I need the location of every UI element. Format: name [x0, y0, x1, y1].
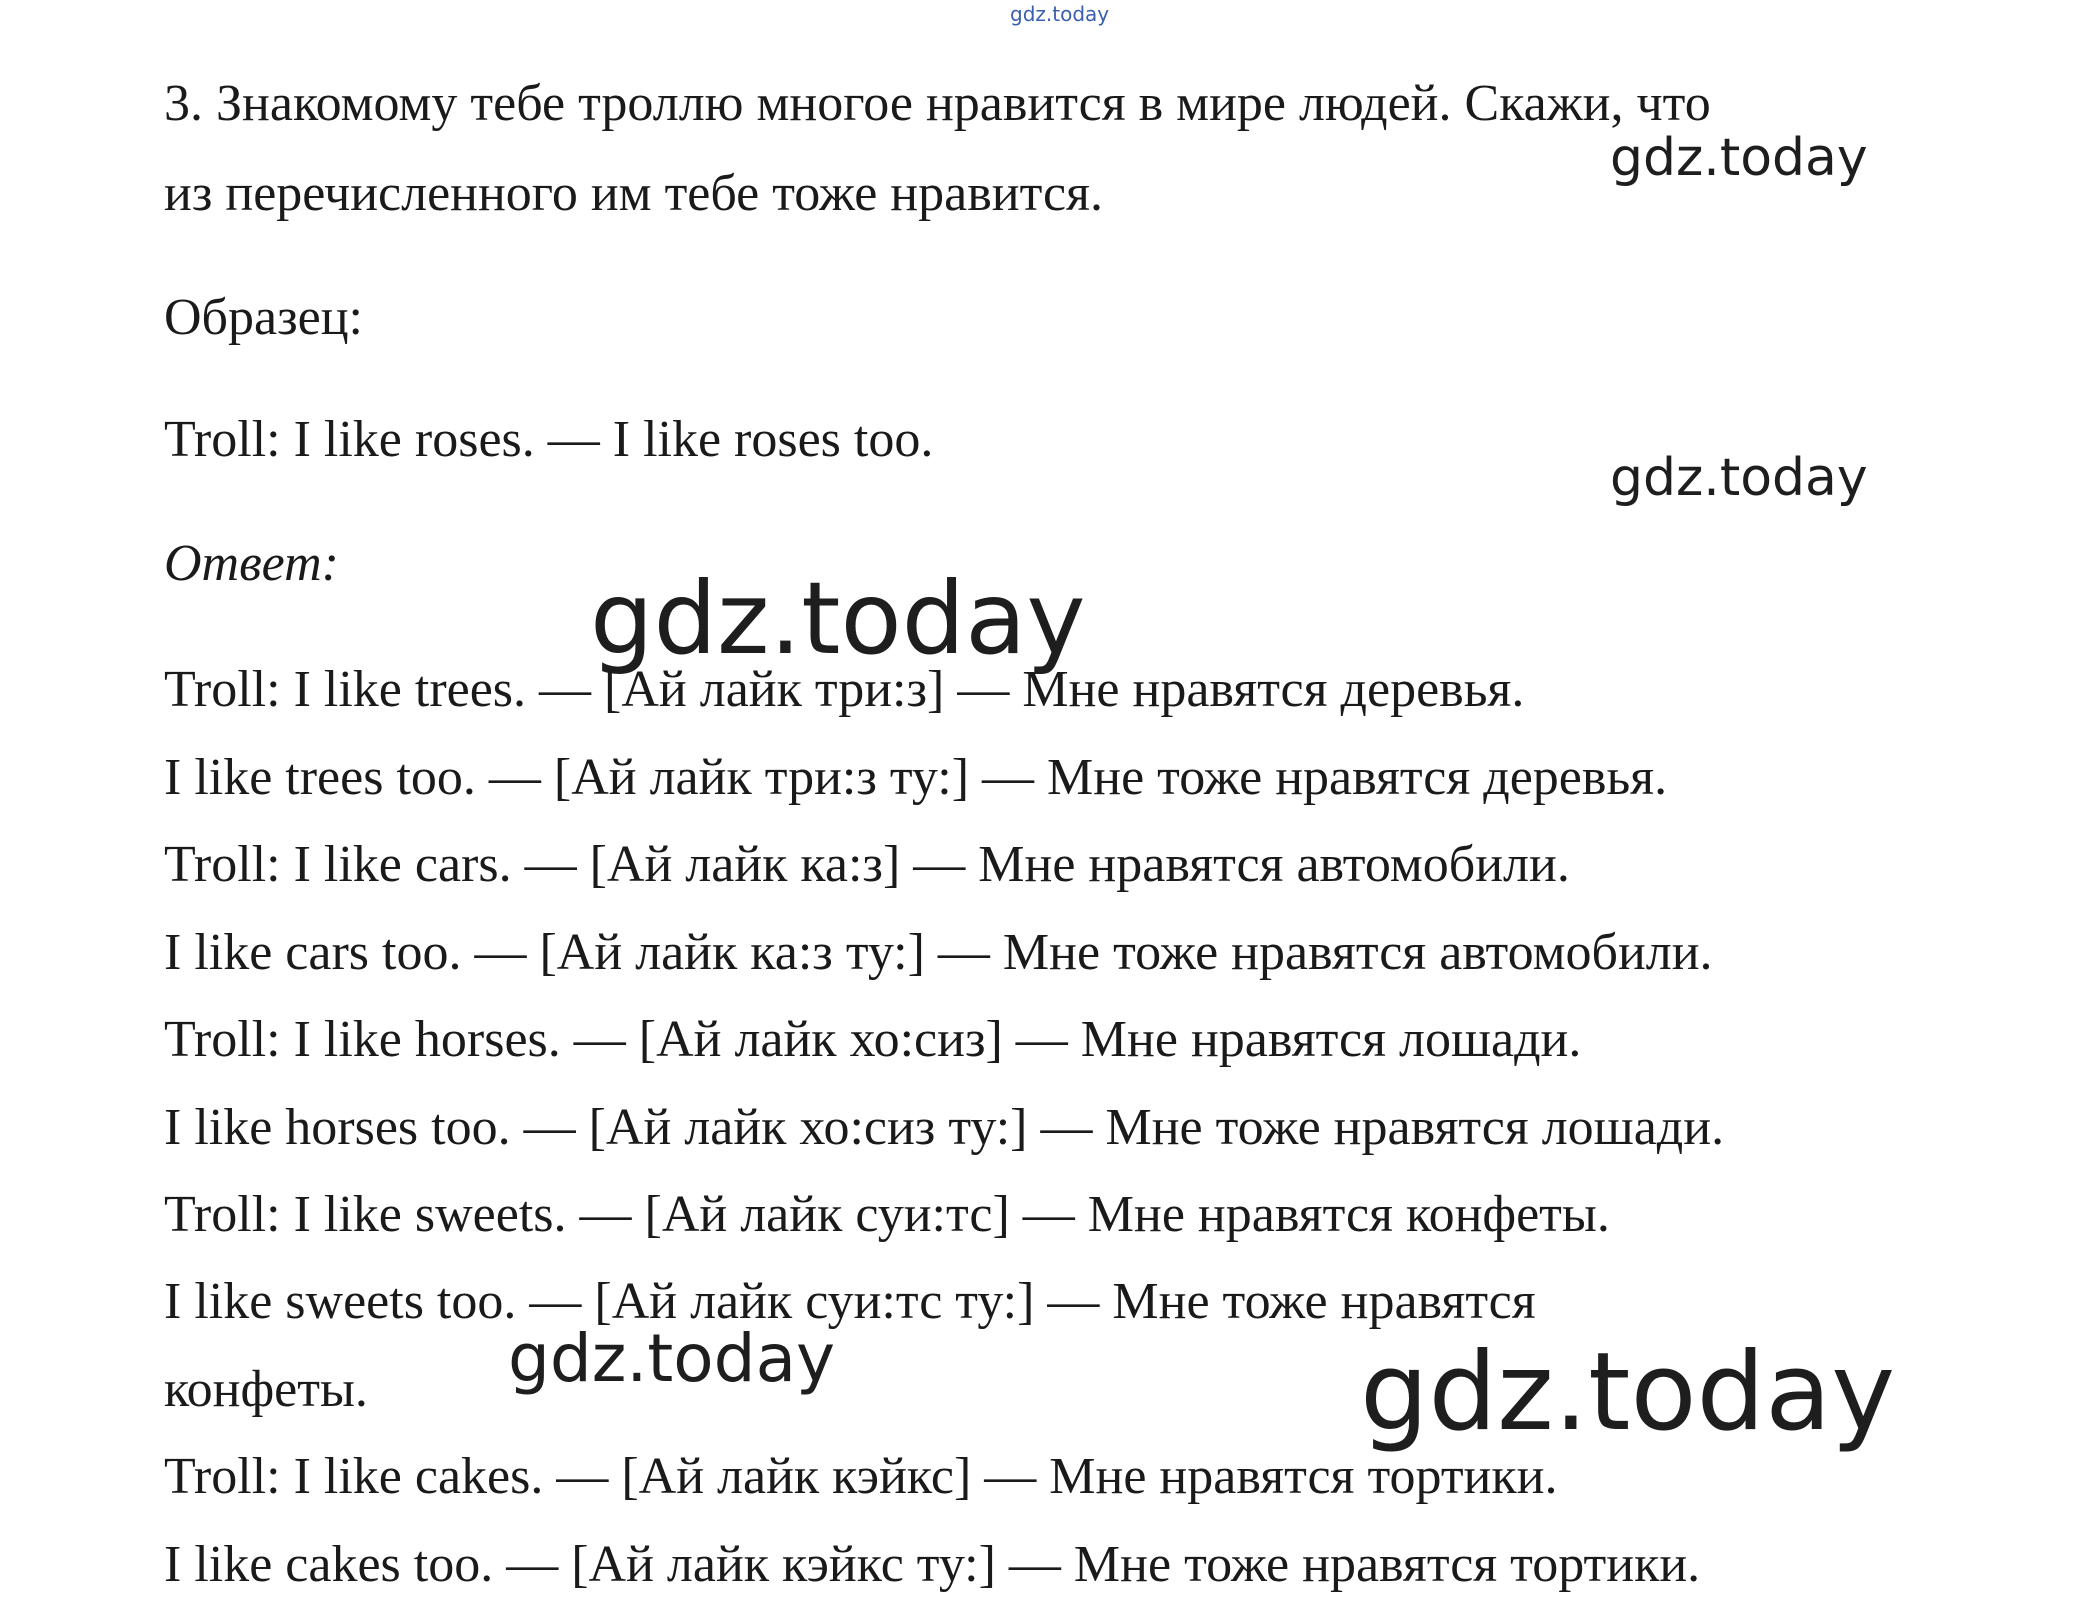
answer-line: I like trees too. — [Ай лайк три:з ту:] — Мне тоже нравятся деревья. — [164, 749, 1668, 806]
answer-line: I like cars too. — [Ай лайк ка:з ту:] — Мне тоже нравятся автомобили. — [164, 924, 1713, 981]
answer-line: Troll: I like cars. — [Ай лайк ка:з] — Мне нравятся автомобили. — [164, 836, 1570, 893]
task-text-line-1: 3. Знакомому тебе троллю многое нравится в мире людей. Скажи, что — [164, 75, 1711, 132]
watermark-small-2: gdz.today — [1610, 448, 1868, 508]
watermark-small-3: gdz.today — [508, 1320, 836, 1397]
answer-line: Troll: I like trees. — [Ай лайк три:з] — Мне нравятся деревья. — [164, 661, 1525, 718]
task-text-line-2: из перечисленного им тебе тоже нравится. — [164, 165, 1103, 222]
answer-line: Troll: I like cakes. — [Ай лайк кэйкс] — Мне нравятся тортики. — [164, 1448, 1558, 1505]
answer-line: I like horses too. — [Ай лайк хо:сиз ту:] — Мне тоже нравятся лошади. — [164, 1099, 1725, 1156]
sample-label: Образец: — [164, 289, 363, 346]
sample-text: Troll: I like roses. — I like roses too. — [164, 411, 934, 468]
watermark-top: gdz.today — [1010, 2, 1110, 26]
answer-label: Ответ: — [164, 535, 339, 592]
answer-line: I like sweets too. — [Ай лайк суи:тс ту:] — Мне тоже нравятся — [164, 1273, 1536, 1330]
watermark-small-1: gdz.today — [1610, 128, 1868, 188]
watermark-large-2: gdz.today — [1360, 1330, 1896, 1455]
answer-line: конфеты. — [164, 1361, 368, 1418]
answer-line: Troll: I like horses. — [Ай лайк хо:сиз] — Мне нравятся лошади. — [164, 1011, 1582, 1068]
watermark-large-1: gdz.today — [590, 560, 1086, 677]
answer-line: Troll: I like sweets. — [Ай лайк суи:тс] — Мне нравятся конфеты. — [164, 1186, 1610, 1243]
answer-line: I like cakes too. — [Ай лайк кэйкс ту:] — Мне тоже нравятся тортики. — [164, 1536, 1701, 1593]
